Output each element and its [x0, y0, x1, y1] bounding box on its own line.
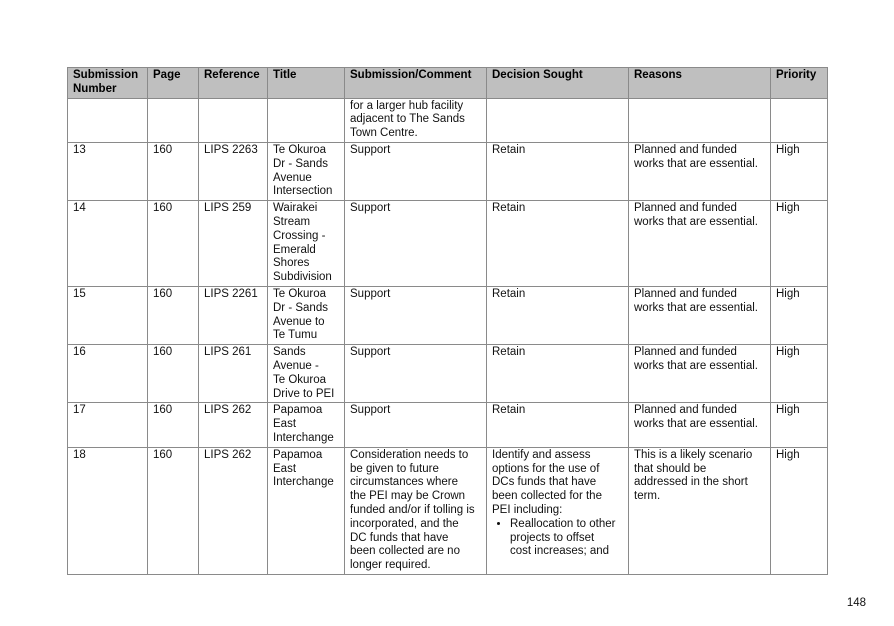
cell-title-line: Drive to PEI — [273, 387, 335, 400]
cell-submission-number: 13 — [68, 142, 148, 200]
cell-title-line: Sands — [273, 346, 306, 359]
cell-reasons-line: that should be — [634, 462, 707, 475]
cell-decision-sought-line: been collected for the — [492, 490, 602, 503]
cell-decision-sought — [487, 98, 629, 142]
cell-title-line: East — [273, 418, 297, 431]
cell-decision-sought — [487, 403, 629, 447]
cell-title-line: Crossing - — [273, 229, 326, 242]
cell-title-line: Emerald — [273, 243, 316, 256]
cell-submission-comment-line: DC funds that have — [350, 531, 449, 544]
cell-submission-number: 16 — [68, 345, 148, 403]
cell-title-line: East — [273, 462, 297, 475]
cell-reasons-line: works that are essential. — [634, 359, 759, 372]
cell-priority: High — [771, 286, 828, 344]
cell-reasons-line: Planned and funded — [634, 346, 737, 359]
table-row — [68, 98, 828, 142]
cell-title-line: Te Tumu — [273, 329, 318, 342]
cell-submission-comment-line: for a larger hub facility — [350, 99, 464, 112]
table-row — [68, 447, 828, 574]
cell-reasons-line: works that are essential. — [634, 301, 759, 314]
cell-page: 160 — [148, 403, 199, 447]
cell-title — [268, 447, 345, 574]
cell-decision-sought-line: Retain — [492, 143, 526, 156]
cell-submission-number: 18 — [68, 447, 148, 574]
cell-title — [268, 142, 345, 200]
cell-submission-comment-line: Support — [350, 404, 391, 417]
cell-title-line: Subdivision — [273, 271, 332, 284]
cell-submission-comment-line: longer required. — [350, 559, 431, 572]
cell-title — [268, 345, 345, 403]
cell-reasons-line: term. — [634, 490, 661, 503]
decision-bullet-item — [510, 518, 623, 559]
cell-page: 160 — [148, 447, 199, 574]
cell-submission-comment-line: the PEI may be Crown — [350, 490, 466, 503]
cell-decision-sought-line: DCs funds that have — [492, 476, 597, 489]
cell-priority: High — [771, 142, 828, 200]
cell-priority: High — [771, 447, 828, 574]
cell-submission-number: 15 — [68, 286, 148, 344]
cell-submission-comment — [345, 201, 487, 287]
cell-decision-sought-line: Retain — [492, 346, 526, 359]
cell-priority — [771, 98, 828, 142]
cell-title-line: Interchange — [273, 476, 334, 489]
cell-reasons-line: Planned and funded — [634, 202, 737, 215]
cell-submission-comment-line: Consideration needs to — [350, 448, 469, 461]
cell-submission-comment-line: been collected are no — [350, 545, 460, 558]
cell-reasons-line: works that are essential. — [634, 157, 759, 170]
cell-submission-comment-line: circumstances where — [350, 476, 459, 489]
cell-submission-comment — [345, 142, 487, 200]
cell-reasons — [629, 201, 771, 287]
cell-submission-number — [68, 98, 148, 142]
cell-decision-sought-line: PEI including: — [492, 503, 563, 516]
cell-title-line: Avenue to — [273, 315, 325, 328]
submissions-table — [67, 67, 828, 575]
cell-title-line: Stream — [273, 215, 311, 228]
cell-submission-comment — [345, 447, 487, 574]
cell-submission-comment — [345, 403, 487, 447]
table-row — [68, 403, 828, 447]
cell-submission-comment — [345, 98, 487, 142]
cell-submission-comment-line: Town Centre. — [350, 127, 418, 140]
cell-submission-comment-line: Support — [350, 287, 391, 300]
header-reference: Reference — [199, 68, 268, 99]
cell-title-line: Dr - Sands — [273, 157, 328, 170]
cell-page: 160 — [148, 201, 199, 287]
header-submission-number-line: Submission — [73, 69, 139, 81]
cell-page: 160 — [148, 286, 199, 344]
cell-priority: High — [771, 403, 828, 447]
header-submission-comment: Submission/Comment — [345, 68, 487, 99]
cell-reference — [199, 98, 268, 142]
cell-reasons — [629, 447, 771, 574]
cell-submission-comment — [345, 286, 487, 344]
cell-title-line: Interchange — [273, 431, 334, 444]
cell-reasons-line: This is a likely scenario — [634, 448, 753, 461]
decision-bullet-line: cost increases; and — [510, 545, 610, 558]
cell-priority: High — [771, 345, 828, 403]
cell-reasons-line: addressed in the short — [634, 476, 748, 489]
decision-bullet-line: • Reallocation to other — [510, 517, 616, 530]
cell-title — [268, 201, 345, 287]
table-body — [68, 98, 828, 574]
cell-title-line: Wairakei — [273, 202, 318, 215]
table-header — [68, 68, 828, 99]
cell-priority: High — [771, 201, 828, 287]
cell-decision-sought — [487, 286, 629, 344]
cell-title-line: Avenue — [273, 171, 312, 184]
cell-title-line: Te Okuroa — [273, 143, 327, 156]
cell-title — [268, 403, 345, 447]
decision-bullet-line: projects to offset — [510, 531, 595, 544]
header-submission-number — [68, 68, 148, 99]
cell-reasons-line: Planned and funded — [634, 287, 737, 300]
cell-submission-comment-line: Support — [350, 143, 391, 156]
cell-title — [268, 286, 345, 344]
table-row — [68, 142, 828, 200]
cell-title-line: Avenue - — [273, 359, 319, 372]
cell-reasons — [629, 286, 771, 344]
cell-reasons — [629, 345, 771, 403]
cell-title-line: Intersection — [273, 185, 333, 198]
header-row — [68, 68, 828, 99]
header-priority: Priority — [771, 68, 828, 99]
cell-reasons-line: works that are essential. — [634, 215, 759, 228]
cell-reference: LIPS 262 — [199, 403, 268, 447]
cell-submission-comment-line: Support — [350, 346, 391, 359]
cell-title-line: Te Okuroa — [273, 287, 327, 300]
cell-submission-comment — [345, 345, 487, 403]
cell-reasons — [629, 142, 771, 200]
cell-decision-sought — [487, 447, 629, 574]
cell-page: 160 — [148, 345, 199, 403]
header-submission-number-line: Number — [73, 82, 117, 95]
cell-decision-sought-line: Identify and assess — [492, 448, 591, 461]
table-row — [68, 286, 828, 344]
cell-submission-comment-line: incorporated, and the — [350, 517, 459, 530]
cell-decision-sought-line: options for the use of — [492, 462, 600, 475]
cell-reasons-line: Planned and funded — [634, 404, 737, 417]
cell-submission-comment-line: funded and/or if tolling is — [350, 503, 475, 516]
cell-submission-number: 17 — [68, 403, 148, 447]
cell-reasons — [629, 98, 771, 142]
cell-reference: LIPS 262 — [199, 447, 268, 574]
cell-reasons-line: works that are essential. — [634, 418, 759, 431]
cell-submission-comment-line: Support — [350, 202, 391, 215]
header-reasons: Reasons — [629, 68, 771, 99]
header-title: Title — [268, 68, 345, 99]
cell-reasons — [629, 403, 771, 447]
cell-title-line: Papamoa — [273, 448, 323, 461]
cell-decision-sought — [487, 345, 629, 403]
header-decision-sought: Decision Sought — [487, 68, 629, 99]
cell-title-line: Shores — [273, 257, 310, 270]
cell-reference: LIPS 2261 — [199, 286, 268, 344]
cell-decision-sought — [487, 201, 629, 287]
cell-title-line: Papamoa — [273, 404, 323, 417]
cell-page — [148, 98, 199, 142]
cell-submission-number: 14 — [68, 201, 148, 287]
cell-reference: LIPS 2263 — [199, 142, 268, 200]
table-row — [68, 345, 828, 403]
cell-reference: LIPS 261 — [199, 345, 268, 403]
document-page — [67, 67, 827, 575]
cell-decision-sought-line: Retain — [492, 404, 526, 417]
cell-submission-comment-line: adjacent to The Sands — [350, 113, 465, 126]
decision-bullet-list — [492, 518, 623, 559]
cell-title — [268, 98, 345, 142]
cell-decision-sought-line: Retain — [492, 202, 526, 215]
cell-title-line: Dr - Sands — [273, 301, 328, 314]
page-number: 148 — [846, 597, 866, 609]
header-page: Page — [148, 68, 199, 99]
cell-title-line: Te Okuroa — [273, 373, 327, 386]
cell-submission-comment-line: be given to future — [350, 462, 439, 475]
cell-decision-sought — [487, 142, 629, 200]
cell-decision-sought-line: Retain — [492, 287, 526, 300]
cell-reasons-line: Planned and funded — [634, 143, 737, 156]
cell-reference: LIPS 259 — [199, 201, 268, 287]
table-row — [68, 201, 828, 287]
cell-page: 160 — [148, 142, 199, 200]
